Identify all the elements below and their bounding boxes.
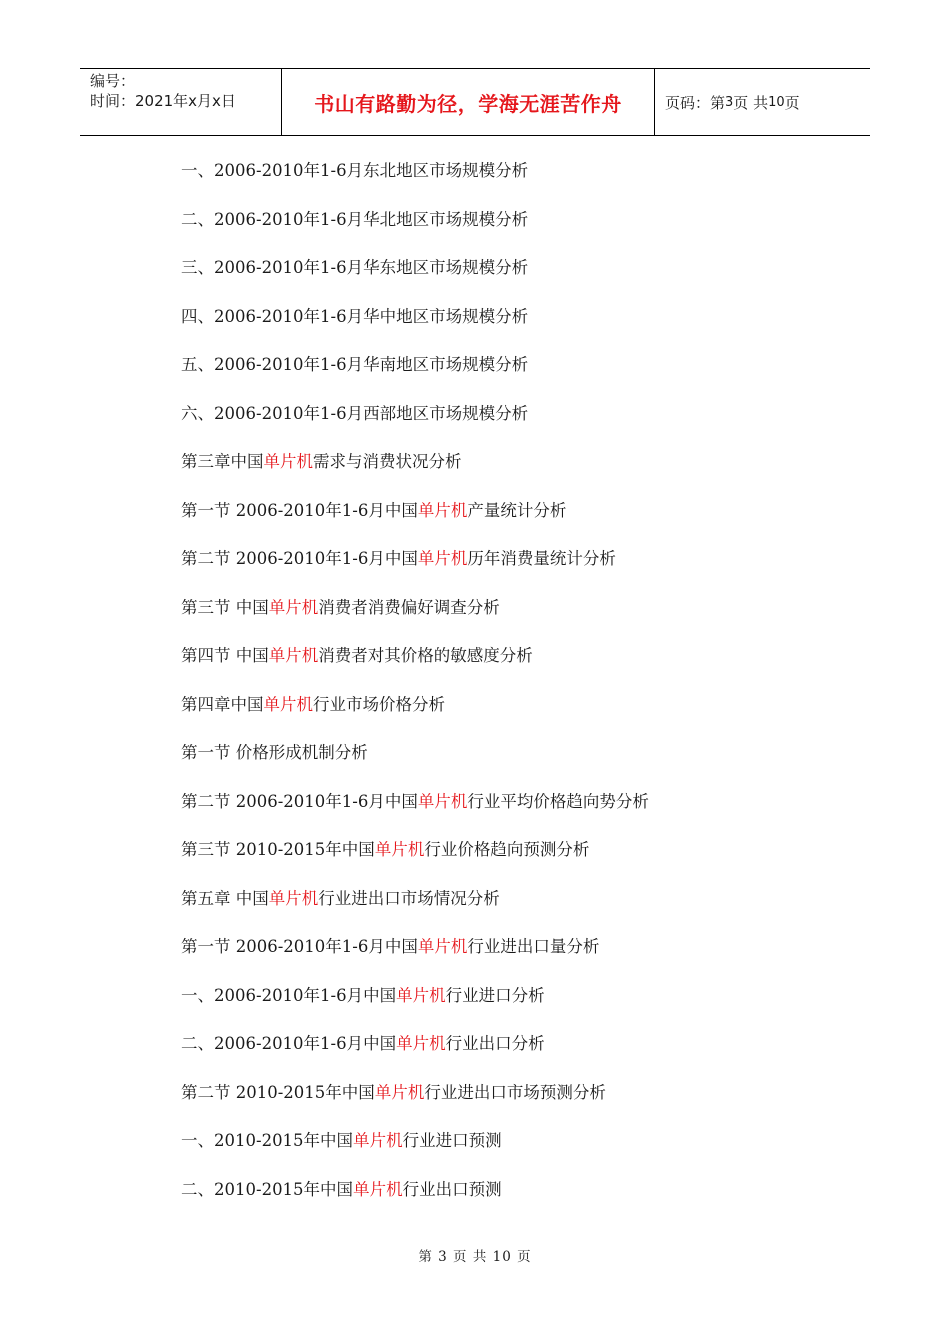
toc-line-text-tail: 消费者对其价格的敏感度分析 [318, 646, 533, 665]
toc-line [181, 244, 861, 293]
toc-keyword: 单片机 [417, 791, 468, 811]
toc-line [181, 1166, 861, 1215]
toc-line-text-tail: 行业进口预测 [402, 1131, 502, 1150]
toc-line-text: 第二节 2006-2010年1-6月中国 [181, 549, 418, 568]
toc-line [181, 293, 861, 342]
toc-keyword: 单片机 [353, 1179, 403, 1199]
toc-line [181, 390, 861, 439]
header-meta [80, 69, 282, 135]
toc-keyword: 单片机 [396, 1034, 446, 1053]
toc-keyword: 单片机 [417, 549, 468, 568]
toc-keyword: 单片机 [268, 646, 319, 665]
toc-line [181, 632, 861, 681]
toc-line [181, 487, 861, 536]
toc-line [181, 438, 861, 487]
toc-keyword: 单片机 [353, 1131, 403, 1150]
toc-line [181, 778, 861, 827]
toc-line-text-tail: 行业市场价格分析 [313, 694, 445, 714]
toc-line-text: 第一节 2006-2010年1-6月中国 [181, 937, 418, 956]
toc-keyword: 单片机 [263, 694, 313, 714]
toc-line-text: 第二节 2010-2015年中国 [181, 1082, 375, 1102]
toc-line-text: 六、2006-2010年1-6月西部地区市场规模分析 [181, 403, 529, 423]
toc-line [181, 923, 861, 972]
toc-line-text-tail: 行业出口分析 [445, 1034, 545, 1053]
toc-keyword: 单片机 [374, 840, 425, 859]
toc-line-text: 第二节 2006-2010年1-6月中国 [181, 791, 418, 811]
page-suffix: 页 [784, 93, 800, 112]
page-header [80, 68, 870, 136]
toc-line-text: 五、2006-2010年1-6月华南地区市场规模分析 [181, 355, 529, 374]
toc-line [181, 535, 861, 584]
toc-line-text-tail: 需求与消费状况分析 [313, 452, 462, 471]
page-prefix: 页码：第 [665, 93, 726, 112]
toc-keyword: 单片机 [396, 985, 446, 1005]
toc-line [181, 341, 861, 390]
toc-line-text-tail: 消费者消费偏好调查分析 [318, 597, 500, 617]
page-mid: 页 共 [733, 93, 769, 112]
toc-line-text: 二、2006-2010年1-6月华北地区市场规模分析 [181, 209, 529, 229]
toc-keyword: 单片机 [417, 937, 468, 956]
toc-line-text: 第五章 中国 [181, 888, 269, 908]
page-total: 10 [768, 94, 785, 110]
time-label: 时间：2021年x月x日 [90, 92, 236, 110]
toc-line-text-tail: 行业进出口量分析 [467, 937, 600, 956]
toc-line-text-tail: 行业平均价格趋向势分析 [467, 791, 649, 811]
toc-line [181, 972, 861, 1021]
toc-keyword: 单片机 [268, 597, 319, 617]
toc-line-text: 三、2006-2010年1-6月华东地区市场规模分析 [181, 258, 529, 277]
number-label: 编号： [90, 72, 136, 90]
toc-content [181, 147, 861, 1214]
toc-line-text-tail: 行业进口分析 [445, 985, 545, 1005]
toc-keyword: 单片机 [374, 1082, 425, 1102]
toc-keyword: 单片机 [268, 888, 319, 908]
header-page-number [655, 69, 870, 135]
toc-line-text-tail: 产量统计分析 [467, 500, 567, 520]
toc-line [181, 147, 861, 196]
toc-line [181, 196, 861, 245]
toc-line [181, 875, 861, 924]
toc-line-text: 一、2006-2010年1-6月东北地区市场规模分析 [181, 161, 529, 180]
toc-line [181, 584, 861, 633]
toc-line-text: 第三节 中国 [181, 597, 269, 617]
toc-line-text-tail: 行业进出口市场预测分析 [424, 1082, 606, 1102]
toc-line-text-tail: 行业出口预测 [402, 1179, 502, 1199]
toc-line-text: 一、2006-2010年1-6月中国 [181, 985, 397, 1005]
toc-line-text: 第三章中国 [181, 452, 264, 471]
header-motto: 书山有路勤为径，学海无涯苦作舟 [282, 69, 655, 135]
toc-line [181, 681, 861, 730]
page-footer: 第 3 页 共 10 页 [418, 1249, 532, 1265]
toc-line-text: 第四章中国 [181, 694, 264, 714]
toc-line-text-tail: 行业价格趋向预测分析 [424, 840, 590, 859]
toc-line-text: 二、2010-2015年中国 [181, 1179, 354, 1199]
toc-line-text: 四、2006-2010年1-6月华中地区市场规模分析 [181, 306, 529, 326]
toc-line-text-tail: 行业进出口市场情况分析 [318, 888, 500, 908]
toc-line-text: 第一节 价格形成机制分析 [181, 743, 368, 762]
toc-line-text: 第一节 2006-2010年1-6月中国 [181, 500, 418, 520]
toc-line [181, 826, 861, 875]
toc-line [181, 1117, 861, 1166]
toc-line-text: 一、2010-2015年中国 [181, 1131, 354, 1150]
toc-line [181, 1020, 861, 1069]
toc-line-text: 第三节 2010-2015年中国 [181, 840, 375, 859]
toc-line-text: 第四节 中国 [181, 646, 269, 665]
toc-line [181, 1069, 861, 1118]
toc-line [181, 729, 861, 778]
toc-line-text-tail: 历年消费量统计分析 [467, 549, 616, 568]
page-current: 3 [725, 94, 734, 110]
toc-keyword: 单片机 [417, 500, 468, 520]
toc-keyword: 单片机 [263, 452, 313, 471]
toc-line-text: 二、2006-2010年1-6月中国 [181, 1034, 397, 1053]
